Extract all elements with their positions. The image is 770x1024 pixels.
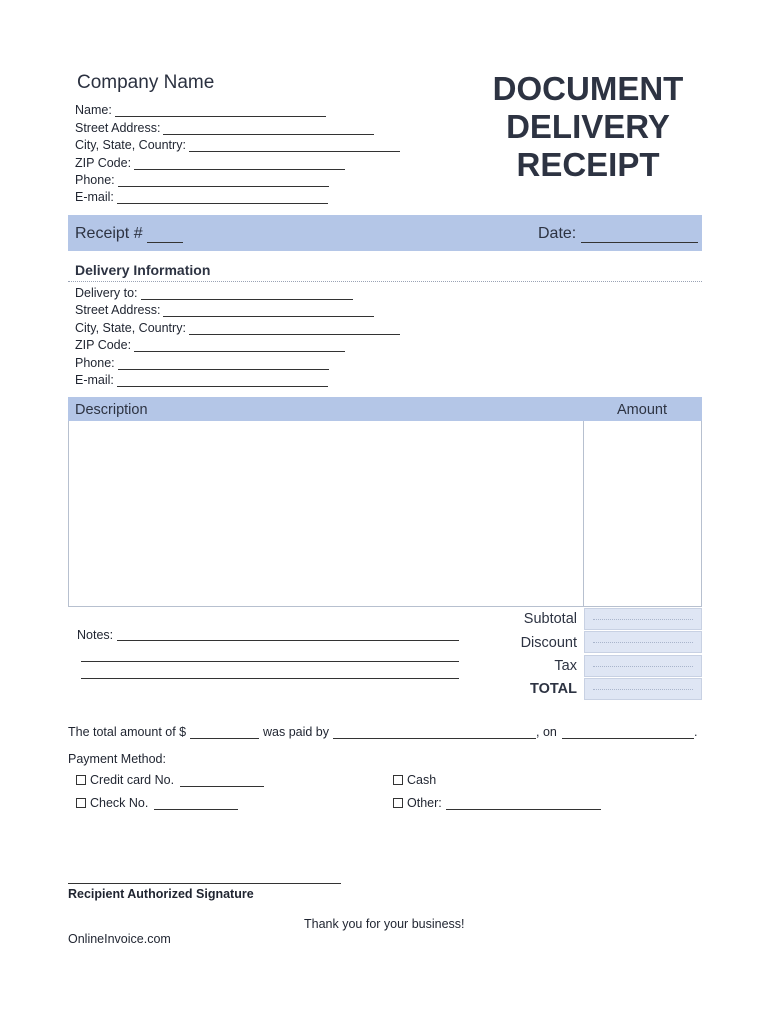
check-option[interactable]: [76, 796, 148, 810]
table-header-band: [68, 397, 702, 421]
delivery-city-field[interactable]: [75, 319, 400, 335]
sender-city-label: City, State, Country:: [75, 138, 186, 152]
discount-cell[interactable]: [584, 631, 702, 653]
delivery-to-label: Delivery to:: [75, 286, 138, 300]
subtotal-cell[interactable]: [584, 608, 702, 630]
document-title: [478, 70, 698, 184]
delivery-to-line: [141, 287, 353, 300]
description-cell[interactable]: [68, 421, 702, 607]
credit-card-checkbox[interactable]: [76, 775, 86, 785]
payment-method-label: Payment Method:: [68, 752, 166, 766]
title-line-2: DELIVERY: [506, 108, 670, 145]
delivery-to-field[interactable]: [75, 284, 353, 300]
company-name: Company Name: [77, 72, 215, 93]
payment-sentence-part1: The total amount of $: [68, 725, 187, 739]
sender-phone-field[interactable]: [75, 171, 329, 187]
sender-name-field[interactable]: [75, 101, 326, 117]
sender-name-label: Name:: [75, 103, 112, 117]
delivery-email-field[interactable]: [75, 371, 328, 387]
title-line-1: DOCUMENT: [492, 70, 684, 107]
check-number-line[interactable]: [154, 796, 238, 810]
delivery-info-heading: Delivery Information: [75, 262, 211, 278]
receipt-number-label: Receipt #: [75, 225, 143, 242]
total-label: TOTAL: [530, 681, 577, 697]
delivery-zip-field[interactable]: [75, 336, 345, 352]
notes-line-3[interactable]: [81, 666, 459, 679]
receipt-number-line: [147, 228, 183, 243]
delivery-phone-line: [118, 357, 329, 370]
discount-label: Discount: [520, 635, 577, 651]
cash-checkbox[interactable]: [393, 775, 403, 785]
check-label: Check No.: [90, 796, 149, 810]
total-cell[interactable]: [584, 678, 702, 700]
sender-street-label: Street Address:: [75, 121, 161, 135]
subtotal-label: Subtotal: [523, 611, 577, 627]
amount-header: Amount: [617, 402, 667, 418]
payment-sentence-part3: , on: [536, 725, 557, 739]
receipt-number-field[interactable]: [75, 225, 183, 243]
sender-phone-label: Phone:: [75, 173, 115, 187]
paid-by-line[interactable]: [333, 725, 536, 739]
delivery-street-field[interactable]: [75, 301, 374, 317]
footer-brand[interactable]: OnlineInvoice.com: [68, 932, 171, 946]
delivery-city-line: [189, 322, 400, 335]
delivery-street-label: Street Address:: [75, 303, 161, 317]
signature-label: Recipient Authorized Signature: [68, 887, 254, 901]
title-line-3: RECEIPT: [516, 146, 660, 183]
delivery-phone-label: Phone:: [75, 356, 115, 370]
delivery-phone-field[interactable]: [75, 354, 329, 370]
sender-zip-field[interactable]: [75, 154, 345, 170]
sender-phone-line: [118, 174, 329, 187]
amount-column-divider: [583, 421, 584, 607]
notes-line-2[interactable]: [81, 649, 459, 662]
notes-label: Notes:: [77, 628, 114, 642]
sender-email-field[interactable]: [75, 188, 328, 204]
date-line: [581, 228, 698, 243]
signature-line[interactable]: [68, 870, 341, 884]
payment-sentence-part4: .: [694, 725, 698, 739]
sender-street-field[interactable]: [75, 119, 374, 135]
sender-zip-line: [134, 157, 345, 170]
cash-label: Cash: [407, 773, 437, 787]
date-label: Date:: [538, 225, 577, 242]
other-checkbox[interactable]: [393, 798, 403, 808]
credit-card-option[interactable]: [76, 773, 174, 787]
notes-line-1[interactable]: [117, 628, 459, 641]
delivery-email-line: [117, 374, 328, 387]
sender-zip-label: ZIP Code:: [75, 156, 132, 170]
sender-email-label: E-mail:: [75, 190, 114, 204]
delivery-email-label: E-mail:: [75, 373, 114, 387]
other-label: Other:: [407, 796, 442, 810]
payment-sentence-part2: was paid by: [263, 725, 330, 739]
thank-you-message: Thank you for your business!: [304, 917, 465, 931]
delivery-zip-label: ZIP Code:: [75, 338, 132, 352]
delivery-zip-line: [134, 339, 345, 352]
delivery-city-label: City, State, Country:: [75, 321, 186, 335]
cash-option[interactable]: [393, 773, 436, 787]
tax-cell[interactable]: [584, 655, 702, 677]
credit-card-number-line[interactable]: [180, 773, 264, 787]
amount-paid-line[interactable]: [190, 725, 259, 739]
check-checkbox[interactable]: [76, 798, 86, 808]
other-option[interactable]: [393, 796, 442, 810]
sender-city-line: [189, 139, 400, 152]
credit-card-label: Credit card No.: [90, 773, 175, 787]
tax-label: Tax: [554, 658, 577, 674]
sender-email-line: [117, 191, 328, 204]
date-field[interactable]: [538, 225, 698, 243]
paid-on-line[interactable]: [562, 725, 694, 739]
sender-street-line: [163, 122, 374, 135]
sender-name-line: [115, 104, 326, 117]
other-method-line[interactable]: [446, 796, 601, 810]
sender-city-field[interactable]: [75, 136, 400, 152]
delivery-street-line: [163, 304, 374, 317]
section-divider: [68, 281, 702, 282]
description-header: Description: [75, 402, 148, 418]
